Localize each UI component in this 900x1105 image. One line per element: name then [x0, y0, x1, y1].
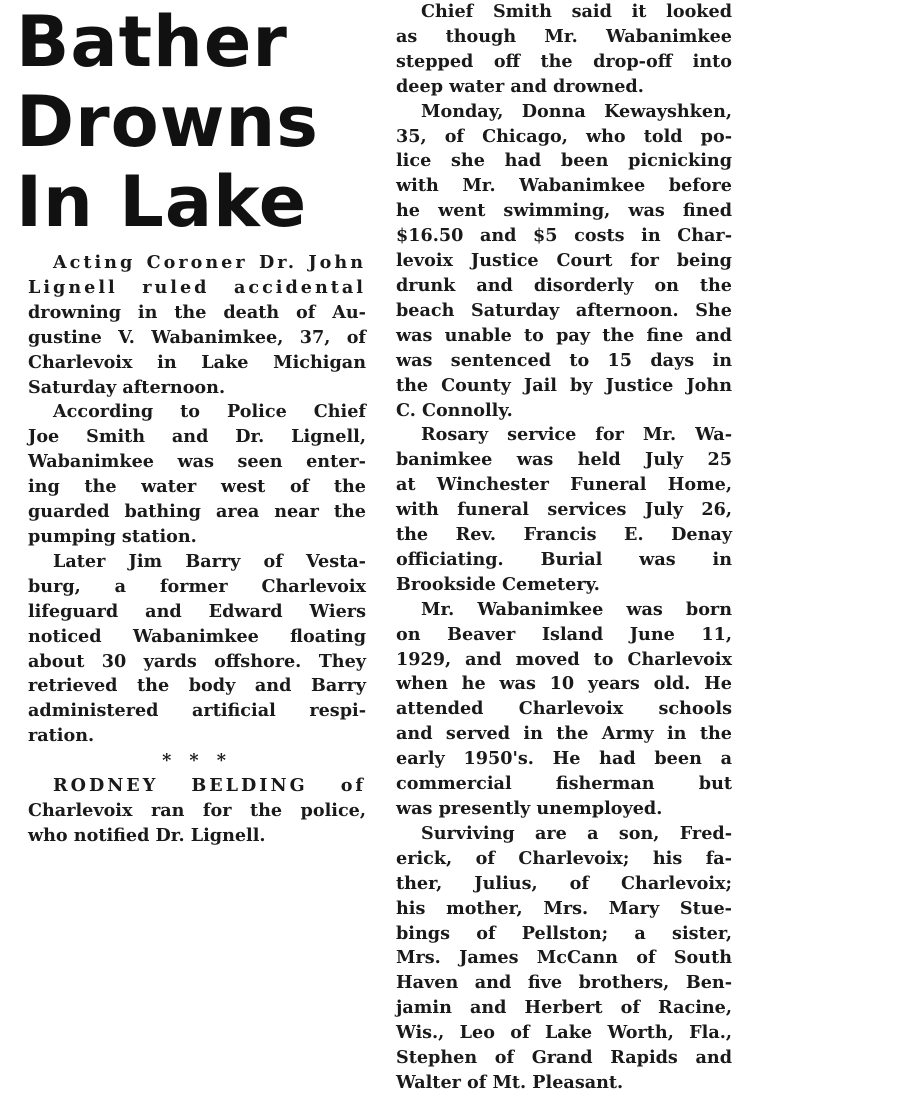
text-line: bings of Pellston; a sister, — [396, 922, 732, 944]
headline-line: In Lake — [16, 161, 308, 243]
text-line: burg, a former Charlevoix — [28, 575, 366, 597]
text-line: attended Charlevoix schools — [396, 698, 732, 720]
text-line: about 30 yards offshore. They — [28, 650, 366, 672]
text-line: and served in the Army in the — [396, 723, 732, 745]
text-line: According to Police Chief — [53, 401, 366, 423]
text-line: deep water and drowned. — [396, 75, 644, 97]
text-line: he went swimming, was fined — [396, 200, 732, 222]
text-line: the County Jail by Justice John — [396, 374, 732, 396]
text-line: lifeguard and Edward Wiers — [28, 600, 366, 622]
text-line: lice she had been picnicking — [396, 150, 732, 172]
text-line: commercial fisherman but — [396, 773, 732, 795]
text-line: Surviving are a son, Fred- — [421, 822, 732, 844]
text-line: Brookside Cemetery. — [396, 573, 600, 595]
text-line: beach Saturday afternoon. She — [396, 299, 732, 321]
text-line: RODNEY BELDING of — [53, 775, 366, 797]
text-line: Haven and five brothers, Ben- — [396, 972, 732, 994]
text-line: was unable to pay the fine and — [396, 324, 732, 346]
text-line: officiating. Burial was in — [396, 548, 732, 570]
text-line: drowning in the death of Au- — [28, 301, 366, 323]
text-line: Charlevoix ran for the police, — [28, 799, 366, 821]
text-line: gustine V. Wabanimkee, 37, of — [28, 326, 366, 348]
text-line: $16.50 and $5 costs in Char- — [396, 225, 732, 247]
text-line: Charlevoix in Lake Michigan — [28, 351, 366, 373]
text-line: Joe Smith and Dr. Lignell, — [28, 426, 366, 448]
text-line: early 1950's. He had been a — [396, 748, 732, 770]
text-line: Mrs. James McCann of South — [396, 947, 732, 969]
text-line: Monday, Donna Kewayshken, — [421, 100, 732, 122]
text-line: Mr. Wabanimkee was born — [421, 598, 732, 620]
text-line: Saturday afternoon. — [28, 376, 226, 398]
text-line: pumping station. — [28, 525, 197, 547]
text-line: Lignell ruled accidental — [28, 276, 366, 298]
headline-line: Bather — [16, 1, 288, 83]
text-line: was presently unemployed. — [396, 798, 663, 819]
text-line: 35, of Chicago, who told po- — [396, 125, 732, 147]
text-line: on Beaver Island June 11, — [396, 623, 732, 645]
text-line: Chief Smith said it looked — [421, 1, 732, 22]
headline — [16, 2, 319, 242]
text-line: Rosary service for Mr. Wa- — [421, 424, 732, 446]
text-line: Wabanimkee was seen enter- — [28, 451, 366, 473]
text-line: Stephen of Grand Rapids and — [396, 1047, 732, 1069]
text-line: as though Mr. Wabanimkee — [396, 25, 732, 47]
text-line: banimkee was held July 25 — [396, 449, 732, 471]
text-line: the Rev. Francis E. Denay — [396, 524, 732, 546]
text-line: ration. — [28, 725, 95, 747]
text-line: with Mr. Wabanimkee before — [396, 175, 732, 197]
text-line: stepped off the drop-off into — [396, 50, 732, 72]
text-line: was sentenced to 15 days in — [396, 349, 732, 371]
text-line: guarded bathing area near the — [28, 501, 366, 523]
text-line: noticed Wabanimkee floating — [28, 625, 366, 647]
text-line: ing the water west of the — [28, 476, 366, 498]
text-line: * * * — [162, 750, 232, 772]
text-line: levoix Justice Court for being — [396, 250, 732, 272]
text-line: when he was 10 years old. He — [396, 673, 732, 695]
text-line: retrieved the body and Barry — [28, 675, 366, 697]
text-line: jamin and Herbert of Racine, — [396, 997, 732, 1019]
text-line: Acting Coroner Dr. John — [53, 252, 366, 273]
text-line: erick, of Charlevoix; his fa- — [396, 847, 732, 869]
headline-line: Drowns — [16, 81, 319, 163]
text-line: administered artificial respi- — [28, 700, 366, 722]
text-line: Wis., Leo of Lake Worth, Fla., — [396, 1022, 732, 1044]
text-line: drunk and disorderly on the — [396, 274, 732, 296]
text-line: at Winchester Funeral Home, — [396, 474, 732, 496]
article-column-right — [396, 0, 732, 1096]
text-line: C. Connolly. — [396, 399, 513, 421]
text-line: who notified Dr. Lignell. — [28, 824, 266, 846]
article-column-left — [28, 251, 366, 849]
text-line: ther, Julius, of Charlevoix; — [396, 872, 732, 894]
text-line: with funeral services July 26, — [396, 499, 732, 521]
text-line: Walter of Mt. Pleasant. — [396, 1071, 624, 1093]
text-line: his mother, Mrs. Mary Stue- — [396, 897, 732, 919]
text-line: 1929, and moved to Charlevoix — [396, 648, 732, 670]
text-line: Later Jim Barry of Vesta- — [53, 550, 366, 572]
